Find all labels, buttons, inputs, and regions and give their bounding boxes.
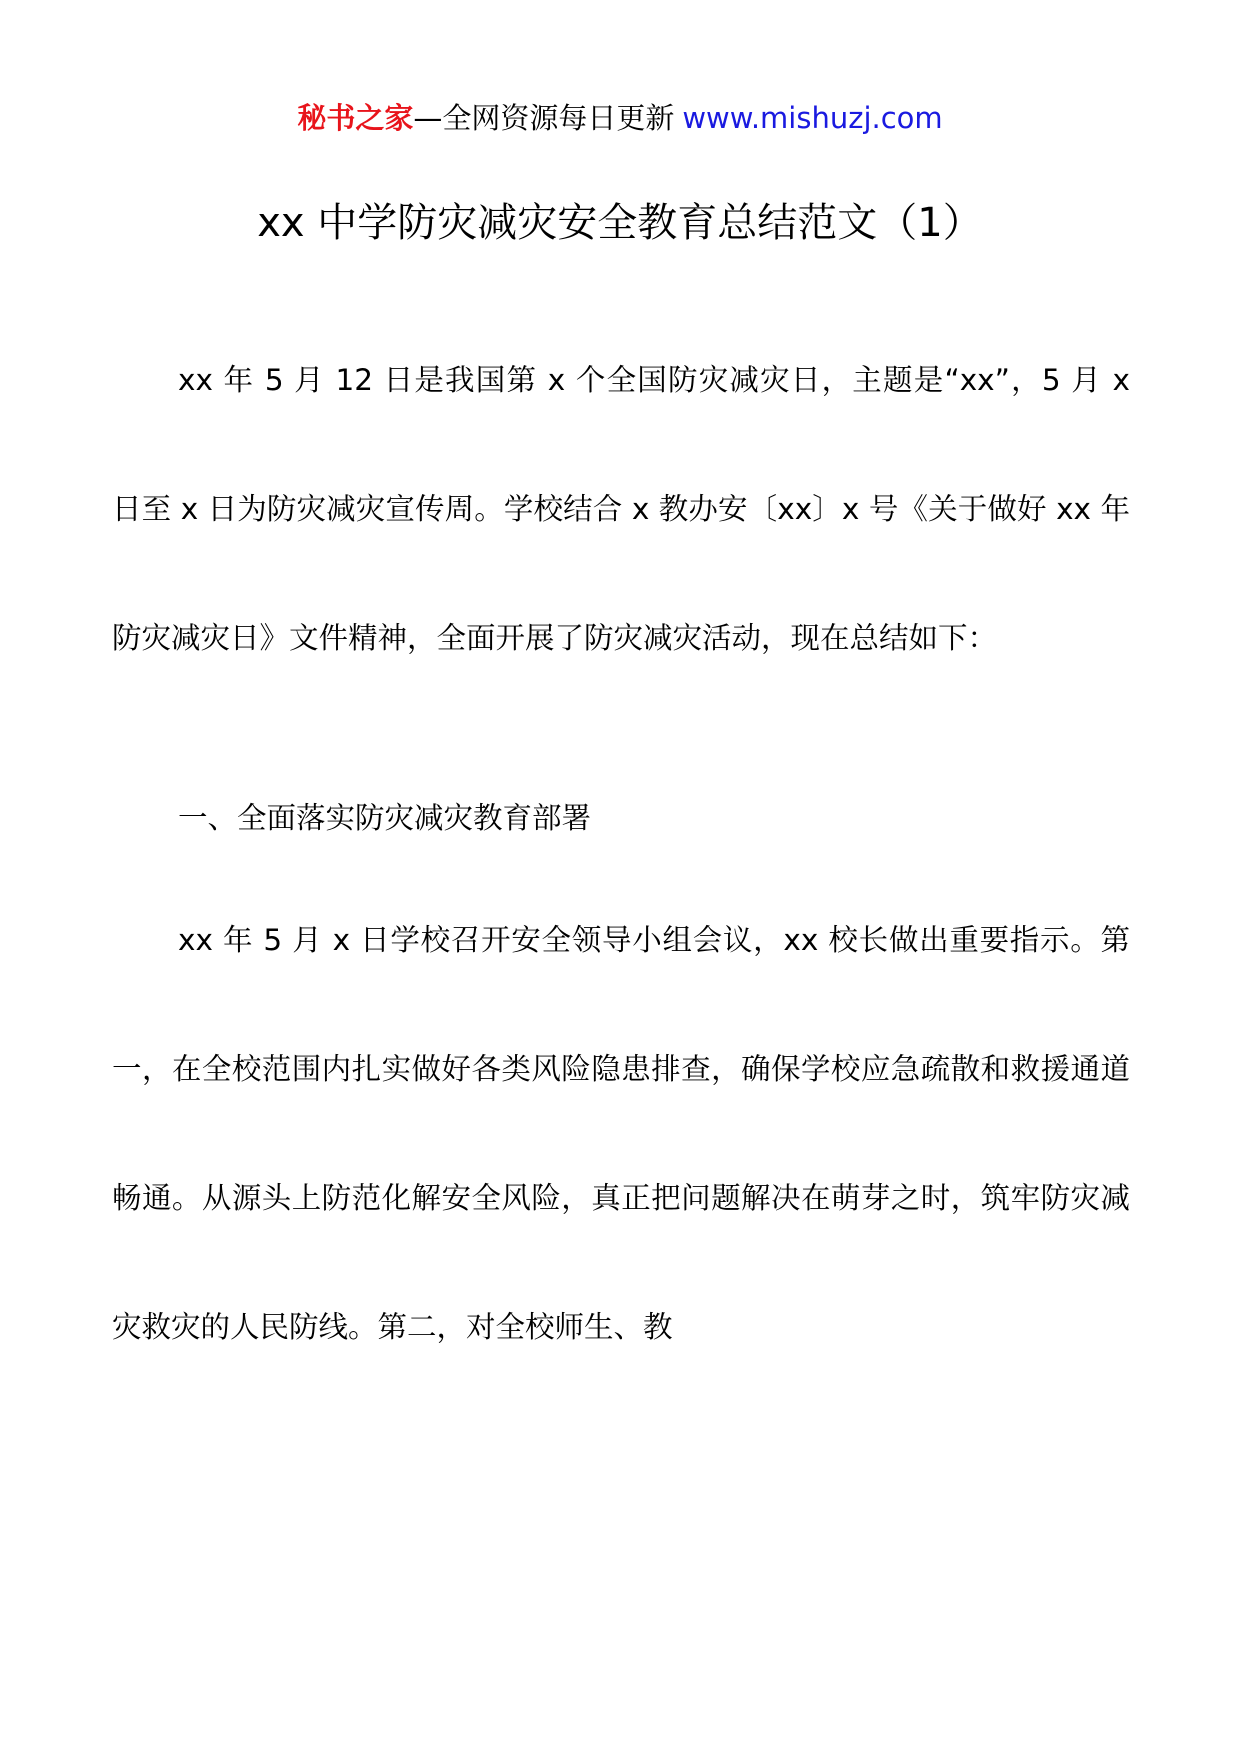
site-tagline: —全网资源每日更新 [413,101,675,135]
site-brand: 秘书之家 [297,101,414,135]
section-heading-1: 一、全面落实防灾减灾教育部署 [178,801,592,835]
site-url-link[interactable]: www.mishuzj.com [682,101,943,135]
site-header [0,98,1240,138]
paragraph-intro: xx 年 5 月 12 日是我国第 x 个全国防灾减灾日，主题是“xx”，5 月 x 日至 x 日为防灾减灾宣传周。学校结合 x 教办安〔xx〕x 号《关于做好 xx 年防灾减灾日》文件精神，全面开展了防灾减灾活动，现在总结如下： [112,363,1130,655]
paragraph-section-1: xx 年 5 月 x 日学校召开安全领导小组会议，xx 校长做出重要指示。第一，在全校范围内扎实做好各类风险隐患排查，确保学校应急疏散和救援通道畅通。从源头上防范化解安全风险，真正把问题解决在萌芽之时，筑牢防灾减灾救灾的人民防线。第二，对全校师生、教 [112,923,1130,1344]
document-title: xx 中学防灾减灾安全教育总结范文（1） [257,200,983,246]
